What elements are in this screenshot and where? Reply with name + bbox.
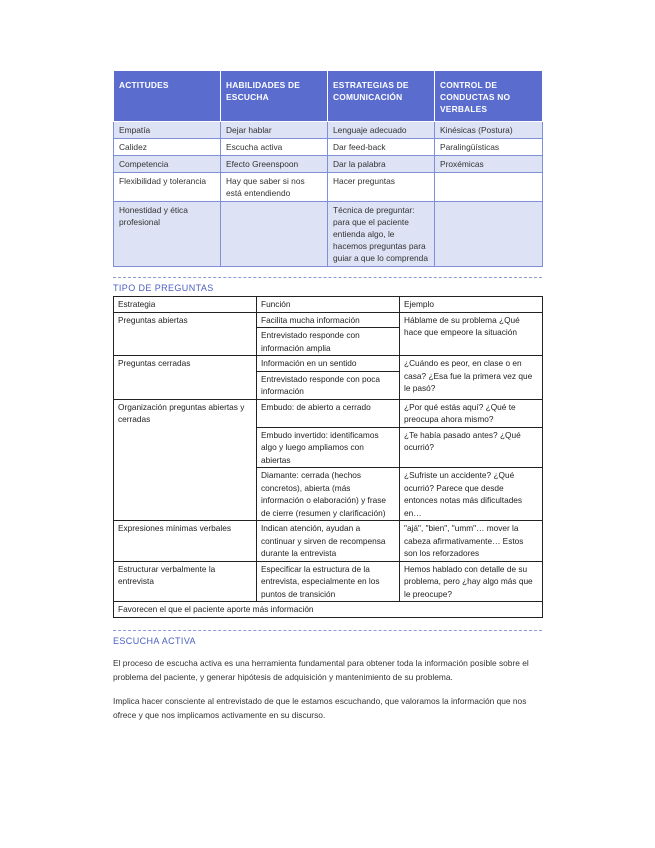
table-cell: Competencia <box>114 156 221 173</box>
header-estrategias: ESTRATEGIAS DE COMUNICACIÓN <box>328 71 435 122</box>
ejemplo-cell: ¿Te había pasado antes? ¿Qué ocurrió? <box>400 427 543 468</box>
ejemplo-cell: ¿Sufriste un accidente? ¿Qué ocurrió? Parece que desde entonces notas más dificultades en… <box>400 468 543 521</box>
funcion-cell: Entrevistado responde con información amplia <box>257 328 400 356</box>
ejemplo-cell: Hemos hablado con detalle de su problema, pero ¿hay algo más que le preocupe? <box>400 561 543 602</box>
habilidades-table <box>113 70 543 267</box>
table-row <box>114 356 543 372</box>
table-cell: Empatía <box>114 122 221 139</box>
table-cell: Técnica de preguntar: para que el paciente entienda algo, le hacemos preguntas para guiar a que lo comprenda <box>328 202 435 267</box>
estrategia-cell: Preguntas cerradas <box>114 356 257 400</box>
table-cell: Dar feed-back <box>328 139 435 156</box>
section-divider <box>113 630 542 631</box>
table-cell: Kinésicas (Postura) <box>435 122 543 139</box>
table-cell: Efecto Greenspoon <box>221 156 328 173</box>
escucha-paragraph-1: El proceso de escucha activa es una herramienta fundamental para obtener toda la información posible sobre el problema del paciente, y generar hipótesis de adquisición y mantenimiento de su problema. <box>113 657 529 682</box>
header-ejemplo: Ejemplo <box>400 297 543 313</box>
header-habilidades: HABILIDADES DE ESCUCHA <box>221 71 328 122</box>
habilidades-header-row <box>114 71 543 122</box>
header-control: CONTROL DE CONDUCTAS NO VERBALES <box>435 71 543 122</box>
header-actitudes: ACTITUDES <box>114 71 221 122</box>
table-cell: Proxémicas <box>435 156 543 173</box>
table-row <box>114 561 543 602</box>
preguntas-table <box>113 296 543 618</box>
table-row <box>114 122 543 139</box>
header-funcion: Función <box>257 297 400 313</box>
table-cell <box>221 202 328 267</box>
footer-cell: Favorecen el que el paciente aporte más información <box>114 602 543 618</box>
table-cell: Hay que saber si nos está entendiendo <box>221 173 328 202</box>
table-row <box>114 399 543 427</box>
table-cell: Hacer preguntas <box>328 173 435 202</box>
estrategia-cell: Preguntas abiertas <box>114 312 257 356</box>
table-cell <box>435 173 543 202</box>
estrategia-cell: Estructurar verbalmente la entrevista <box>114 561 257 602</box>
table-cell: Honestidad y ética profesional <box>114 202 221 267</box>
funcion-cell: Información en un sentido <box>257 356 400 372</box>
table-cell: Escucha activa <box>221 139 328 156</box>
funcion-cell: Indican atención, ayudan a continuar y sirven de recompensa durante la entrevista <box>257 521 400 562</box>
ejemplo-cell: ¿Por qué estás aquí? ¿Qué te preocupa ahora mismo? <box>400 399 543 427</box>
document-page <box>113 70 542 722</box>
preguntas-header-row <box>114 297 543 313</box>
table-cell: Calidez <box>114 139 221 156</box>
escucha-activa-title: ESCUCHA ACTIVA <box>113 635 196 646</box>
table-row <box>114 521 543 562</box>
table-row <box>114 139 543 156</box>
funcion-cell: Embudo: de abierto a cerrado <box>257 399 400 427</box>
ejemplo-cell: ¿Cuándo es peor, en clase o en casa? ¿Esa fue la primera vez que le pasó? <box>400 356 543 400</box>
table-row <box>114 173 543 202</box>
ejemplo-cell: Háblame de su problema ¿Qué hace que empeore la situación <box>400 312 543 356</box>
header-estrategia: Estrategia <box>114 297 257 313</box>
funcion-cell: Entrevistado responde con poca información <box>257 371 400 399</box>
table-cell: Flexibilidad y tolerancia <box>114 173 221 202</box>
tipo-preguntas-title: TIPO DE PREGUNTAS <box>113 283 214 293</box>
funcion-cell: Embudo invertido: identificamos algo y luego ampliamos con abiertas <box>257 427 400 468</box>
table-row <box>114 312 543 328</box>
funcion-cell: Especificar la estructura de la entrevista, especialmente en los puntos de transición <box>257 561 400 602</box>
section-divider <box>113 277 542 278</box>
table-cell <box>435 202 543 267</box>
escucha-paragraph-2: Implica hacer consciente al entrevistado de que le estamos escuchando, que valoramos la información que nos ofrece y que nos implicamos activamente en su discurso. <box>113 695 527 720</box>
funcion-cell: Facilita mucha información <box>257 312 400 328</box>
table-footer-row <box>114 602 543 618</box>
estrategia-cell: Organización preguntas abiertas y cerradas <box>114 399 257 521</box>
table-cell: Dejar hablar <box>221 122 328 139</box>
ejemplo-cell: "ajá", "bien", "umm"… mover la cabeza afirmativamente… Estos son los reforzadores <box>400 521 543 562</box>
funcion-cell: Diamante: cerrada (hechos concretos), abierta (más información o elaboración) y frase de cierre (resumen y clarificación) <box>257 468 400 521</box>
table-cell: Dar la palabra <box>328 156 435 173</box>
table-cell: Lenguaje adecuado <box>328 122 435 139</box>
table-row <box>114 202 543 267</box>
estrategia-cell: Expresiones mínimas verbales <box>114 521 257 562</box>
table-cell: Paralingüísticas <box>435 139 543 156</box>
table-row <box>114 156 543 173</box>
